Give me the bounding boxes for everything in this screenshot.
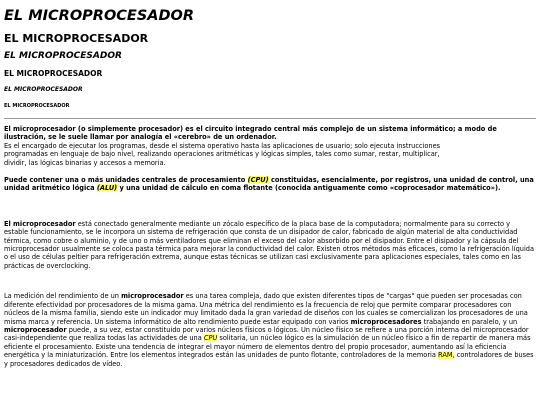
units-text: constituidas, esencialmente, por registros, una unidad de control, una unidad aritmético lógica bbox=[4, 176, 534, 193]
intro-bold-text: El microprocesador (o simplemente procesador) es el circuito integrado central más complejo de un sistema informático; a modo de ilustración, se le suele llamar por analogía el «cerebro» de un ordenador. bbox=[4, 125, 497, 142]
microprocesadores-bold: microprocesadores bbox=[350, 317, 422, 326]
units-text: Puede contener una o más unidades centrales de procesamiento bbox=[4, 176, 248, 185]
performance-text: solitaria, un núcleo lógico es la simulación de un núcleo físico a fin de repartir de manera más eficiente el procesamiento. Existe una tendencia de integrar el mayor número de elementos dentro del propio procesador, aumentando así la eficiencia energética y la miniaturización. Entre los elementos integrados están las unidades de punto flotante, controladores de la memoria bbox=[4, 334, 531, 360]
cpu-highlight: CPU bbox=[203, 334, 218, 343]
performance-text: es una tarea compleja, dado que existen diferentes tipos de "cargas" que pueden ser procesadas con diferente efectividad por procesadores de la misma gama. Una métrica del rendimiento es la frecuencia de reloj que permite comparar procesadores con núcleos de la misma familia, siendo este un indicador muy limitado dada la gran variedad de diseños con los cuales se comercializan los procesadores de una misma marca y referencia. Un sistema informático de alto rendimiento puede estar equipado con varios bbox=[4, 292, 528, 326]
performance-paragraph bbox=[4, 292, 536, 368]
heading-5: EL MICROPROCESADOR bbox=[4, 86, 83, 93]
units-paragraph bbox=[4, 176, 536, 193]
cpu-highlight: (CPU) bbox=[247, 176, 269, 185]
performance-text: puede, a su vez, estar constituido por varios núcleos físicos o lógicos. Un núcleo físico se refiere a una porción interna del microprocesador casi-independiente que realiza todas las actividades de una bbox=[4, 325, 529, 343]
intro-line: dividir, las lógicas binarias y accesos a memoria. bbox=[4, 158, 166, 167]
cooling-text: está conectado generalmente mediante un zócalo específico de la placa base de la computadora; normalmente para su correcto y estable funcionamiento, se le incorpora un sistema de refrigeración que consta de un disipador de calor, fabricado de algún material de alta conductividad térmica, como cobre o aluminio, y de uno o más ventiladores que eliminan el exceso del calor absorbido por el disipador. Entre el disipador y la cápsula del microprocesador usualmente se coloca pasta térmica para mejorar la conductividad del calor. Existen otros métodos más eficaces, como la refrigeración líquida o el uso de células peltier para refrigeración extrema, aunque estas técnicas se utilizan casi exclusivamente para aplicaciones especiales, tales como en las prácticas de overclocking. bbox=[4, 219, 535, 270]
intro-paragraph bbox=[4, 125, 536, 167]
microprocesador-bold: microprocesador bbox=[4, 325, 67, 334]
microprocesador-bold: microprocesador bbox=[121, 292, 184, 301]
cooling-paragraph bbox=[4, 220, 536, 270]
heading-3: EL MICROPROCESADOR bbox=[4, 51, 122, 61]
divider bbox=[4, 118, 536, 119]
performance-text: La medición del rendimiento de un bbox=[4, 292, 122, 301]
alu-highlight: (ALU) bbox=[96, 184, 118, 193]
intro-line: Es el encargado de ejecutar los programas, desde el sistema operativo hasta las aplicaciones de usuario; solo ejecuta instrucciones bbox=[4, 141, 441, 150]
performance-text: , controladores de buses y procesadores dedicados de vídeo. bbox=[4, 351, 534, 368]
performance-text: trabajando en paralelo, y un bbox=[421, 317, 518, 326]
heading-6: EL MICROPROCESADOR bbox=[4, 103, 70, 109]
heading-4: EL MICROPROCESADOR bbox=[4, 69, 103, 78]
intro-line: programadas en lenguaje de bajo nivel, realizando operaciones aritméticas y lógicas simples, tales como sumar, restar, multiplicar, bbox=[4, 150, 440, 159]
heading-1: EL MICROPROCESADOR bbox=[4, 8, 195, 24]
units-text: y una unidad de cálculo en coma flotante (conocida antiguamente como «coprocesador matemático»). bbox=[117, 184, 501, 193]
ram-highlight: RAM bbox=[438, 351, 453, 360]
cooling-lead: El microprocesador bbox=[4, 219, 76, 228]
heading-2: EL MICROPROCESADOR bbox=[4, 32, 149, 45]
